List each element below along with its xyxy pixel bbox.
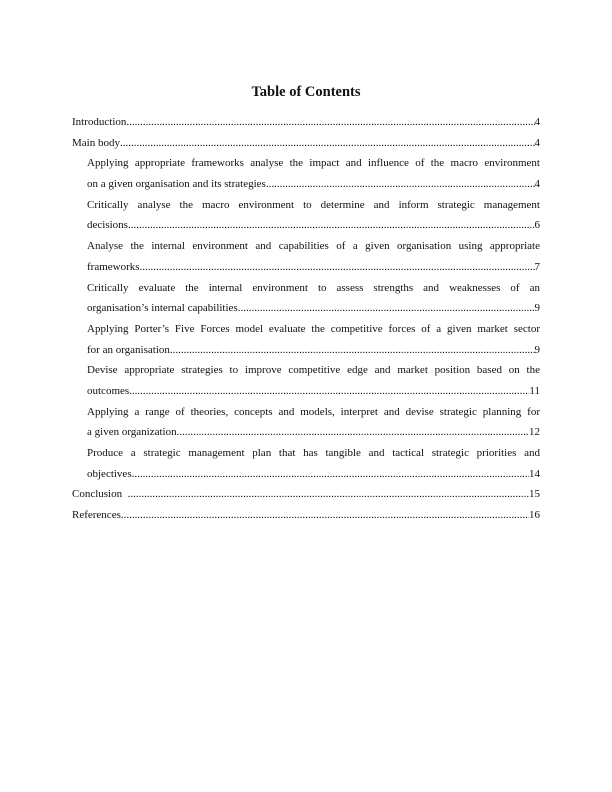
toc-entry-last-line [87,215,540,236]
toc-page-number: 16 [529,509,540,522]
toc-entry-last-line [87,422,540,443]
toc-entry-line [87,443,540,464]
toc-entry-line [87,360,540,381]
toc-entry[interactable] [72,278,540,319]
toc-page-number: 12 [529,426,540,439]
toc-entry-last-line [87,174,540,195]
toc-entry[interactable] [72,505,540,526]
toc-entry[interactable] [72,319,540,360]
toc-entry-text: Main body [72,136,120,149]
toc-entry-last-line [87,298,540,319]
toc-entry-text: Introduction [72,116,127,128]
toc-entry-line [87,153,540,174]
toc-entry[interactable] [72,402,540,443]
dot-leader [121,505,529,526]
toc-entry-last-line [87,464,540,485]
toc-page-number: 4 [534,116,540,128]
toc-page-number: 9 [534,302,540,315]
dot-leader [120,133,535,154]
table-of-contents [72,112,540,526]
toc-entry-last-line [87,381,540,402]
toc-entry-last-line [87,340,540,361]
toc-entry-text: Produce a strategic management plan that has tangible and tactical strategic priorities and [87,447,540,459]
toc-entry-text: for an organisation [87,343,170,356]
dot-leader [126,112,534,133]
toc-entry-text: decisions [87,219,128,232]
toc-entry[interactable] [72,443,540,484]
toc-page-number: 4 [534,136,540,149]
toc-entry-text: References [72,509,121,522]
toc-entry-text: on a given organisation and its strategies [87,178,266,191]
toc-entry-text: a given organization [87,426,177,439]
dot-leader [177,422,529,443]
toc-entry-text: Devise appropriate strategies to improve competitive edge and market position based on the [87,364,540,377]
toc-entry-text: Analyse the internal environment and capabilities of a given organisation using appropriate [87,240,540,253]
toc-entry-line [87,195,540,216]
toc-entry[interactable] [72,133,540,154]
toc-entry-line [87,278,540,299]
dot-leader [170,340,535,361]
toc-entry[interactable] [72,153,540,194]
toc-page-number: 11 [529,384,540,397]
toc-page-number: 15 [529,488,540,501]
toc-entry-text: Applying Porter’s Five Forces model evaluate the competitive forces of a given market sector [87,322,540,335]
toc-entry-text: Applying a range of theories, concepts and models, interpret and devise strategic planning for [87,405,540,418]
toc-entry[interactable] [72,360,540,401]
dot-leader [238,298,535,319]
toc-entry-text: organisation’s internal capabilities [87,302,238,315]
toc-entry-text: Conclusion [72,488,128,501]
toc-entry[interactable] [72,112,540,133]
toc-entry-line [87,402,540,423]
toc-entry-line [87,319,540,340]
toc-entry-last-line [72,505,540,526]
toc-entry-text: objectives [87,467,132,480]
dot-leader [266,174,535,195]
toc-entry-last-line [72,133,540,154]
toc-entry-last-line [72,484,540,505]
toc-page-number: 6 [534,219,540,232]
toc-page-number: 7 [534,260,540,273]
toc-entry-text: Critically evaluate the internal environment to assess strengths and weaknesses of an [87,281,540,294]
toc-entry-text: Applying appropriate frameworks analyse the impact and influence of the macro environment [87,157,540,170]
toc-page-number: 14 [529,467,540,480]
dot-leader [140,257,535,278]
toc-page-number: 9 [534,343,540,356]
toc-entry-last-line [72,112,540,133]
toc-page-number: 4 [534,178,540,191]
toc-entry[interactable] [72,236,540,277]
dot-leader [132,464,529,485]
toc-entry-line [87,236,540,257]
dot-leader [129,381,529,402]
toc-entry[interactable] [72,484,540,505]
page-title: Table of Contents [251,84,361,100]
dot-leader [128,484,529,505]
dot-leader [128,215,535,236]
toc-entry-last-line [87,257,540,278]
toc-entry[interactable] [72,195,540,236]
toc-entry-text: outcomes [87,384,130,397]
toc-entry-text: frameworks [87,260,140,273]
toc-entry-text: Critically analyse the macro environment to determine and inform strategic management [87,198,540,211]
